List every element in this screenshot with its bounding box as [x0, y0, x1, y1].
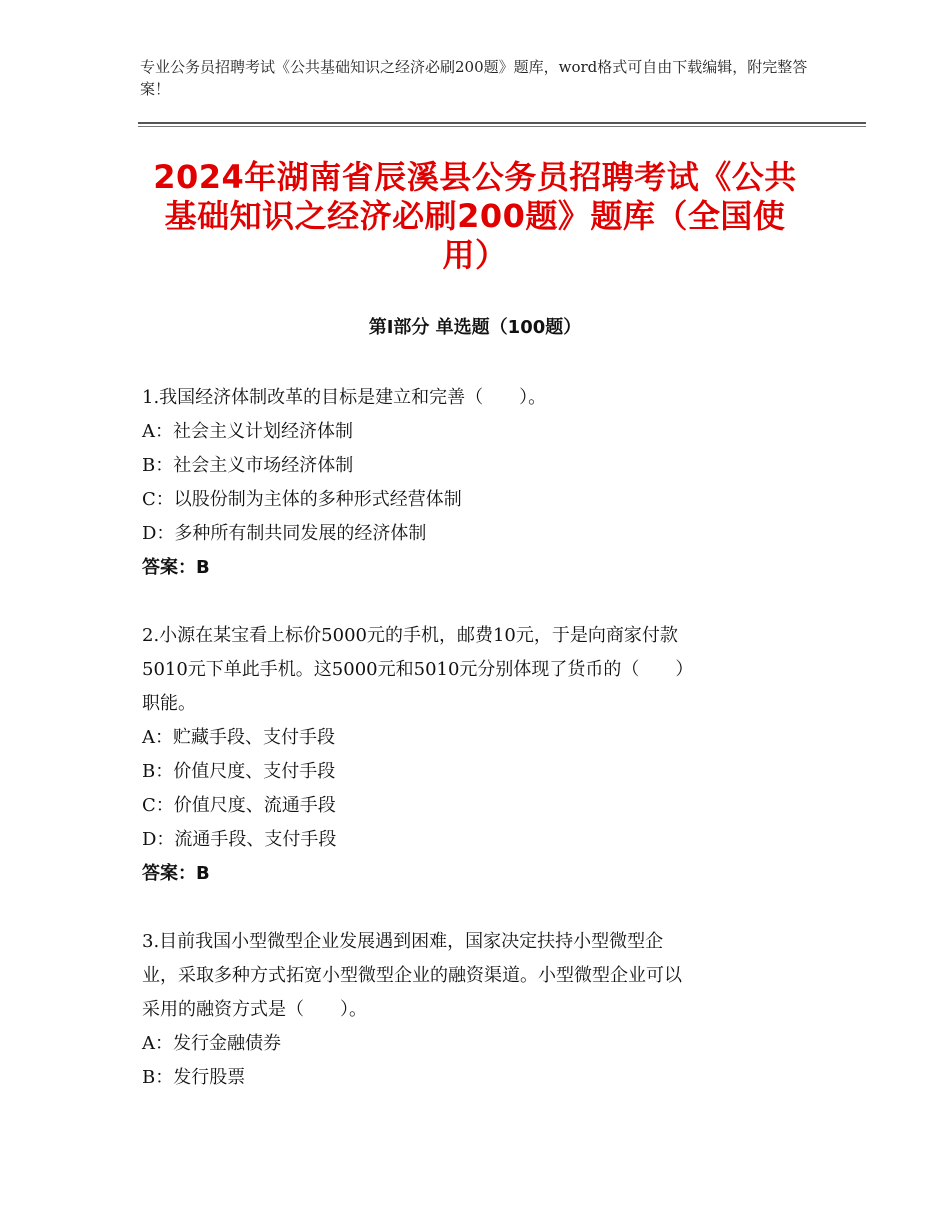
option-d: D：多种所有制共同发展的经济体制 [142, 523, 427, 544]
option-a: A：社会主义计划经济体制 [142, 421, 353, 442]
title-line: 用） [442, 236, 508, 274]
question-stem [142, 925, 802, 1027]
stem-line: 采用的融资方式是（ ）。 [142, 999, 367, 1020]
stem-line: 3.目前我国小型微型企业发展遇到困难，国家决定扶持小型微型企 [142, 931, 664, 952]
option-c: C：价值尺度、流通手段 [142, 795, 336, 816]
answer-label: 答案：B [142, 863, 210, 884]
stem-line: 业，采取多种方式拓宽小型微型企业的融资渠道。小型微型企业可以 [142, 965, 682, 986]
answer-label: 答案：B [142, 557, 210, 578]
document-title [120, 158, 830, 275]
option-d: D：流通手段、支付手段 [142, 829, 337, 850]
stem-line: 职能。 [142, 693, 196, 714]
option-b: B：发行股票 [142, 1067, 246, 1088]
question-1 [142, 381, 802, 585]
header-divider-thin [138, 126, 866, 127]
option-c: C：以股份制为主体的多种形式经营体制 [142, 489, 462, 510]
option-a: A：贮藏手段、支付手段 [142, 727, 335, 748]
question-list [142, 381, 802, 1129]
question-stem [142, 619, 802, 721]
stem-line: 1.我国经济体制改革的目标是建立和完善（ ）。 [142, 387, 547, 408]
question-2 [142, 619, 802, 891]
header-divider [138, 122, 866, 124]
stem-line: 2.小源在某宝看上标价5000元的手机，邮费10元，于是向商家付款 [142, 625, 678, 646]
title-line: 2024年湖南省辰溪县公务员招聘考试《公共 [153, 158, 797, 196]
stem-line: 5010元下单此手机。这5000元和5010元分别体现了货币的（ ） [142, 659, 694, 680]
option-a: A：发行金融债券 [142, 1033, 281, 1054]
title-line: 基础知识之经济必刷200题》题库（全国使 [164, 197, 786, 235]
header-note: 专业公务员招聘考试《公共基础知识之经济必刷200题》题库，word格式可自由下载编辑，附完整答案！ [140, 58, 808, 98]
question-3 [142, 925, 802, 1095]
section-heading: 第Ⅰ部分 单选题（100题） [368, 317, 582, 338]
option-b: B：社会主义市场经济体制 [142, 455, 354, 476]
option-b: B：价值尺度、支付手段 [142, 761, 336, 782]
question-stem [142, 381, 802, 415]
